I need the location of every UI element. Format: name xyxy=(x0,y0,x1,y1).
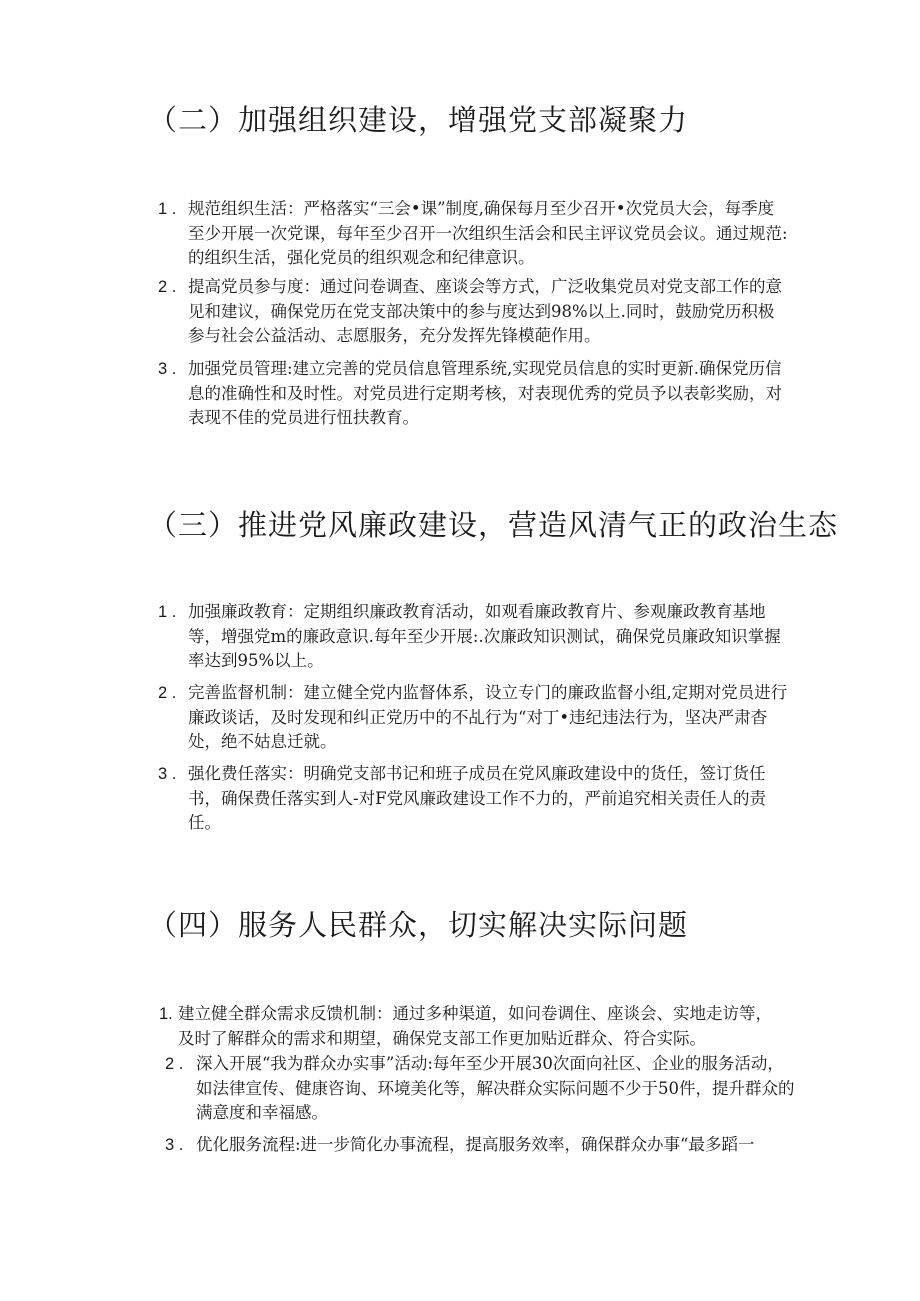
list-item-number: 1. xyxy=(159,1005,173,1023)
list-item-number: 1 . xyxy=(158,603,177,621)
list-item-number: 3 . xyxy=(165,1136,184,1154)
list-item-number: 1 . xyxy=(158,200,177,218)
list-item xyxy=(158,762,788,836)
list-item xyxy=(158,275,788,349)
list-item-text: 建立健全群众需求反馈机制：通过多种渠道，如问卷调住、座谈会、实地走访等，及时了解群众的需求和期望，确保党支部工作更加贴近群众、符合实际。 xyxy=(178,1004,772,1048)
list-item xyxy=(158,357,788,431)
list-item-number: 3 . xyxy=(158,360,177,378)
list-item-number: 2 . xyxy=(158,278,177,296)
list-item-text: 提高党员参与度：通过问卷调查、座谈会等方式，广泛收集党员对党支部工作的意见和建议，确保党历在党支部决策中的参与度达到98%以上.同时，鼓励党历积极参与社会公益活动、志愿服务，充分发挥先锋模葩作用。 xyxy=(188,277,782,345)
list-item-text: 强化费任落实：明确党支部书记和班子成员在党风廉政建设中的货任，签订货任书，确保费任落实到人-对F党风廉政建设工作不力的，严前追究相关责任人的责任。 xyxy=(188,764,767,832)
list-item-number: 2 . xyxy=(165,1055,184,1073)
list-item-number: 2 . xyxy=(158,684,177,702)
list-item-text: 深入开展“我为群众办实事”活动:每年至少开展30次面向社区、企业的服务活动，如法律宣传、健康咨询、环境美化等，解决群众实际问题不少于50件，提升群众的满意度和幸福感。 xyxy=(196,1054,795,1122)
section-4-heading: （四）服务人民群众，切实解决实际问题 xyxy=(148,908,689,942)
section-2-heading: （二）加强组织建设，增强党支部凝聚力 xyxy=(148,103,689,137)
list-item xyxy=(158,197,788,271)
list-item-text: 优化服务流程:进一步简化办事流程，提高服务效率，确保群众办事“最多蹈一 xyxy=(196,1135,755,1154)
list-item-text: 加强党员管理:建立完善的党员信息管理系统,实现党员信息的实时更新.确保党历信息的准确性和及时性。对党员进行定期考核，对表现优秀的党员予以表彰奖励，对表现不佳的党员进行忸扶教育。 xyxy=(188,359,782,427)
list-item-number: 3 . xyxy=(158,765,177,783)
list-item xyxy=(159,1002,778,1051)
list-item-text: 加强廉政教育：定期组织廉政教育活动，如观看廉政教育片、参观廉政教育基地等，增强党m的廉政意识.每年至少开展:.次廉政知识测试，确保党员廉政知识掌握率达到95%以上。 xyxy=(188,602,781,670)
list-item-text: 完善监督机制：建立健全党内监督体系，设立专门的廉政监督小组,定期对党员进行廉政谈话，及时发现和纠正党历中的不乩行为“对丁•违纪违法行为，坚决严肃杳处，绝不姑息迁就。 xyxy=(188,683,788,751)
list-item-text: 规范组织生活：严格落实“三会•课”制度,确保每月至少召开•次党员大会，每季度至少开展一次党课，每年至少召开一次组织生活会和民主评议党员会议。通过规范:的组织生活，强化党员的组织观念和纪律意识。 xyxy=(188,199,788,267)
section-3-heading: （三）推进党风廉政建设，营造风清气正的政治生态 xyxy=(148,508,839,542)
list-item xyxy=(165,1133,796,1158)
list-item xyxy=(165,1052,796,1126)
list-item xyxy=(158,600,788,674)
list-item xyxy=(158,681,788,755)
